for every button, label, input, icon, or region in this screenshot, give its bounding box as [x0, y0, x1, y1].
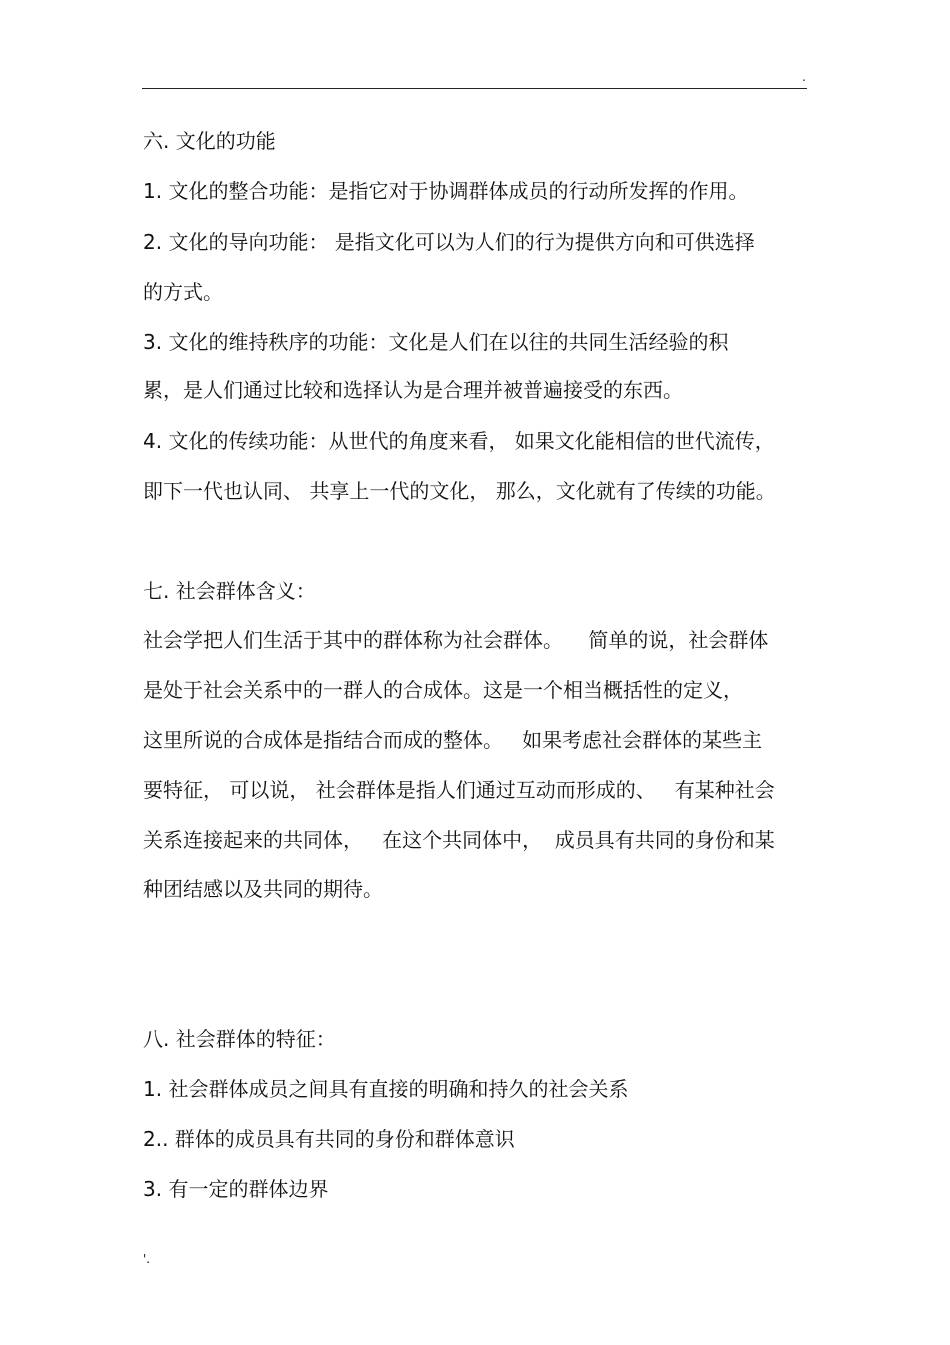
section-6-line-4: 3. 文化的维持秩序的功能：文化是人们在以往的共同生活经验的积: [143, 330, 729, 354]
section-7-line-5: 关系连接起来的共同体， 在这个共同体中， 成员具有共同的身份和某: [143, 828, 775, 852]
section-8-line-1: 1. 社会群体成员之间具有直接的明确和持久的社会关系: [143, 1077, 629, 1101]
section-6-line-7: 即下一代也认同、 共享上一代的文化， 那么，文化就有了传续的功能。: [143, 479, 776, 503]
section-6-line-2: 2. 文化的导向功能： 是指文化可以为人们的行为提供方向和可供选择: [143, 230, 755, 254]
header-mark: .: [802, 70, 806, 84]
section-6-line-6: 4. 文化的传续功能：从世代的角度来看， 如果文化能相信的世代流传，: [143, 429, 775, 453]
section-7-heading: 七. 社会群体含义：: [143, 579, 316, 603]
header-rule: [142, 88, 807, 89]
section-6-heading: 六. 文化的功能: [143, 129, 276, 153]
section-7-line-3: 这里所说的合成体是指结合而成的整体。 如果考虑社会群体的某些主: [143, 728, 763, 752]
footer-mark: '.: [143, 1252, 151, 1266]
section-8-heading: 八. 社会群体的特征：: [143, 1027, 336, 1051]
section-7-line-4: 要特征， 可以说， 社会群体是指人们通过互动而形成的、 有某种社会: [143, 778, 775, 802]
section-6-line-5: 累，是人们通过比较和选择认为是合理并被普遍接受的东西。: [143, 378, 683, 402]
section-7-line-1: 社会学把人们生活于其中的群体称为社会群体。 简单的说，社会群体: [143, 628, 769, 652]
section-8-line-3: 3. 有一定的群体边界: [143, 1177, 329, 1201]
section-6-line-1: 1. 文化的整合功能：是指它对于协调群体成员的行动所发挥的作用。: [143, 179, 749, 203]
section-8-line-2: 2.. 群体的成员具有共同的身份和群体意识: [143, 1127, 515, 1151]
section-7-line-6: 种团结感以及共同的期待。: [143, 877, 383, 901]
section-6-line-3: 的方式。: [143, 280, 223, 304]
section-7-line-2: 是处于社会关系中的一群人的合成体。这是一个相当概括性的定义，: [143, 678, 743, 702]
